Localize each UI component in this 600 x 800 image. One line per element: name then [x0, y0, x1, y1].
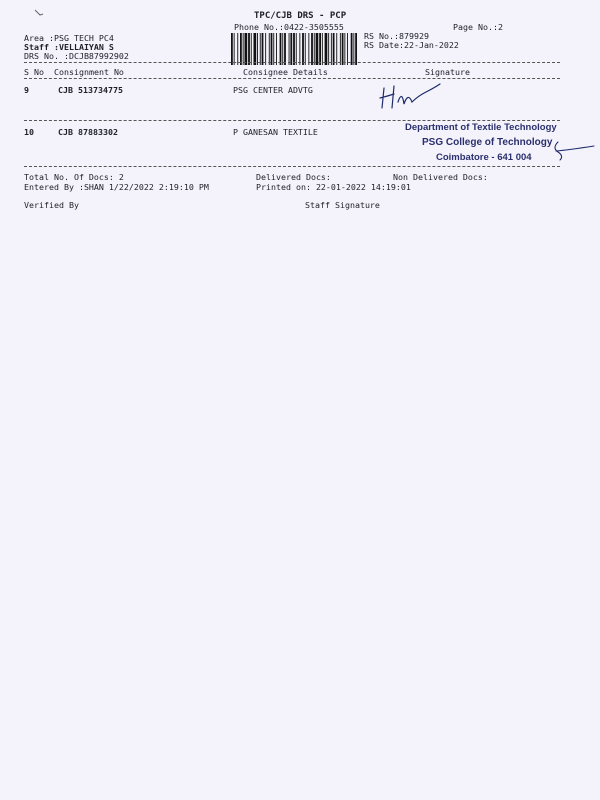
barcode-bar	[336, 33, 337, 65]
barcode-bar	[316, 33, 319, 65]
column-header-consignment: Consignment No	[54, 67, 124, 77]
barcode-bar	[271, 33, 273, 65]
row-consignment: CJB 87883302	[58, 127, 118, 137]
barcode-bar	[347, 33, 348, 65]
rs-number: RS No.:879929	[364, 31, 429, 41]
barcode-bar	[276, 33, 277, 65]
barcode-bar	[340, 33, 341, 65]
column-header-signature: Signature	[425, 67, 470, 77]
barcode	[231, 33, 358, 65]
non-delivered-docs: Non Delivered Docs:	[393, 172, 488, 182]
staff-signature-label: Staff Signature	[305, 200, 380, 210]
barcode-bar	[273, 33, 274, 65]
barcode-bar	[296, 33, 297, 65]
barcode-bar	[248, 33, 250, 65]
barcode-bar	[308, 33, 309, 65]
phone-number: Phone No.:0422-3505555	[234, 22, 344, 32]
barcode-bar	[280, 33, 282, 65]
barcode-bar	[262, 33, 264, 65]
row-consignee: PSG CENTER ADVTG	[233, 85, 313, 95]
stamp-line: Coimbatore - 641 004	[436, 152, 532, 163]
barcode-bar	[293, 33, 295, 65]
barcode-bar	[353, 33, 354, 65]
barcode-bar	[265, 33, 266, 65]
barcode-bar	[254, 33, 257, 65]
column-header-consignee: Consignee Details	[243, 67, 328, 77]
divider	[24, 62, 560, 63]
barcode-bar	[269, 33, 270, 65]
barcode-bar	[331, 33, 332, 65]
document-title: TPC/CJB DRS - PCP	[254, 11, 347, 21]
barcode-bar	[302, 33, 304, 65]
row-consignment: CJB 513734775	[58, 85, 123, 95]
barcode-bar	[319, 33, 321, 65]
barcode-bar	[284, 33, 286, 65]
barcode-bar	[251, 33, 252, 65]
column-header-sno: S No	[24, 67, 44, 77]
total-docs: Total No. Of Docs: 2	[24, 172, 124, 182]
corner-mark-icon	[34, 9, 44, 19]
stamp-initials	[548, 138, 596, 162]
divider	[24, 78, 560, 79]
row-sno: 9	[24, 85, 29, 95]
barcode-bar	[282, 33, 283, 65]
barcode-bar	[355, 33, 357, 65]
divider	[24, 120, 560, 121]
barcode-bar	[344, 33, 345, 65]
divider	[24, 166, 560, 167]
printed-on: Printed on: 22-01-2022 14:19:01	[256, 182, 411, 192]
barcode-bar	[342, 33, 344, 65]
barcode-bar	[240, 33, 242, 65]
handwritten-signature	[372, 78, 442, 116]
barcode-bar	[245, 33, 248, 65]
verified-by-label: Verified By	[24, 200, 79, 210]
row-consignee: P GANESAN TEXTILE	[233, 127, 318, 137]
barcode-bar	[290, 33, 292, 65]
barcode-bar	[314, 33, 315, 65]
barcode-bar	[243, 33, 244, 65]
barcode-bar	[257, 33, 258, 65]
area-field: Area :PSG TECH PC4	[24, 33, 114, 43]
staff-field: Staff :VELLAIYAN S	[24, 42, 114, 52]
delivered-docs: Delivered Docs:	[256, 172, 331, 182]
barcode-bar	[260, 33, 261, 65]
rs-date: RS Date:22-Jan-2022	[364, 40, 459, 50]
page-number: Page No.:2	[453, 22, 503, 32]
barcode-bar	[305, 33, 306, 65]
entered-by: Entered By :SHAN 1/22/2022 2:19:10 PM	[24, 182, 209, 192]
barcode-bar	[322, 33, 323, 65]
barcode-bar	[289, 33, 290, 65]
barcode-bar	[237, 33, 238, 65]
barcode-bar	[333, 33, 335, 65]
barcode-bar	[231, 33, 233, 65]
barcode-bar	[351, 33, 353, 65]
barcode-bar	[234, 33, 235, 65]
barcode-bar	[311, 33, 313, 65]
stamp-line: PSG College of Technology	[422, 137, 553, 148]
barcode-bar	[328, 33, 329, 65]
barcode-bar	[325, 33, 328, 65]
stamp-line: Department of Textile Technology	[405, 122, 557, 133]
row-sno: 10	[24, 127, 34, 137]
barcode-bar	[299, 33, 300, 65]
drs-number: DRS No. :DCJB87992902	[24, 51, 129, 61]
